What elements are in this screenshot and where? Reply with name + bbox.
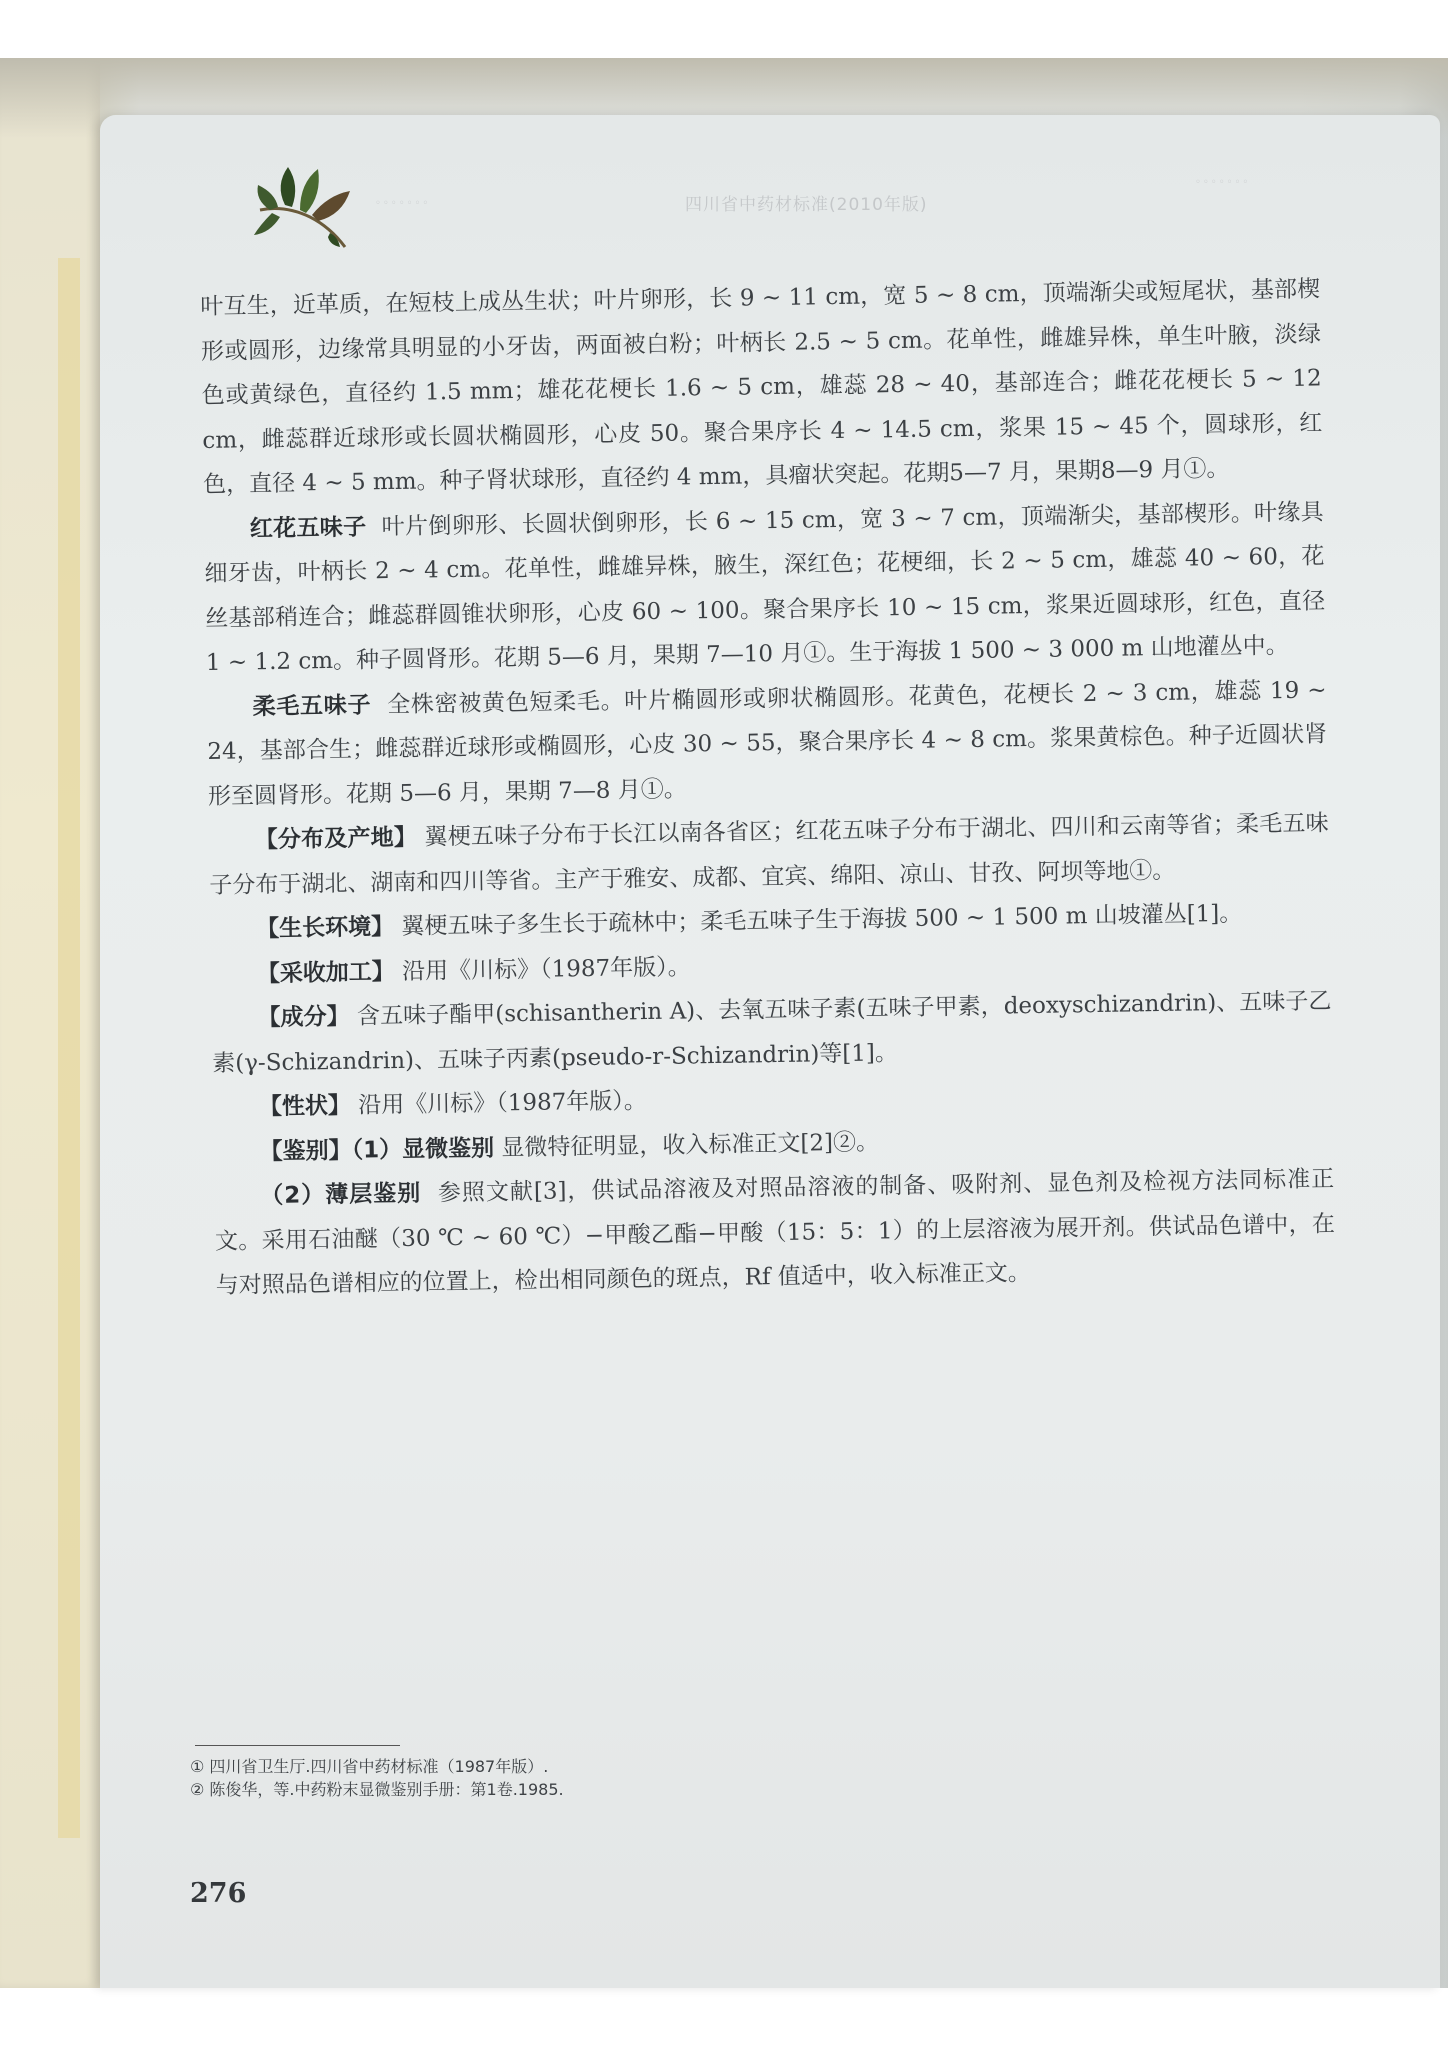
paragraph-text: 叶片倒卵形、长圆状倒卵形，长 6 ~ 15 cm，宽 3 ~ 7 cm，顶端渐尖，基部楔形。叶缘具细牙齿，叶柄长 2 ~ 4 cm。花单性，雌雄异株，腋生，深红色；花梗细，长 2 ~ 5 cm，雄蕊 40 ~ 60，花丝基部稍连合；雌蕊群圆锥状卵形，心皮 60 ~ 100。聚合果序长 10 ~ 15 cm，浆果近圆球形，红色，直径 1 ~ 1.2 cm。种子圆肾形。花期 5—6 月，果期 7—10 月①。生于海拔 1 500 ~ 3 000 m 山地灌丛中。 (204, 498, 1326, 676)
paragraph-text: 含五味子酯甲(schisantherin A)、去氧五味子素(五味子甲素，deoxyschizandrin)、五味子乙素(γ-Schizandrin)、五味子丙素(pseudo-r-Schizandrin)等[1]。 (212, 988, 1332, 1077)
paragraph-heading: 【分布及产地】 (254, 824, 418, 854)
paragraph-intro (200, 267, 1323, 507)
paragraph-tlc (214, 1157, 1336, 1308)
binder-left (0, 58, 100, 1988)
paragraph-heading: 柔毛五味子 (252, 691, 372, 720)
paragraph-text: 显微特征明显，收入标准正文[2]②。 (501, 1128, 880, 1161)
paragraph-text: 叶互生，近革质，在短枝上成丛生状；叶片卵形，长 9 ~ 11 cm，宽 5 ~ 8 cm，顶端渐尖或短尾状，基部楔形或圆形，边缘常具明显的小牙齿，两面被白粉；叶柄长 2.5 ~ 5 cm。花单性，雌雄异株，单生叶腋，淡绿色或黄绿色，直径约 1.5 mm；雄花花梗长 1.6 ~ 5 cm，雄蕊 28 ~ 40，基部连合；雌花花梗长 5 ~ 12 cm，雌蕊群近球形或长圆状椭圆形，心皮 50。聚合果序长 4 ~ 14.5 cm，浆果 15 ~ 45 个，圆球形，红色，直径 4 ~ 5 mm。种子肾状球形，直径约 4 mm，具瘤状突起。花期5—7 月，果期8—9 月①。 (200, 276, 1323, 498)
paragraph-text: 沿用《川标》（1987年版）。 (401, 953, 691, 985)
paragraph-heading: 【性状】 (258, 1092, 352, 1121)
paragraph-text: 参照文献[3]，供试品溶液及对照品溶液的制备、吸附剂、显色剂及检视方法同标准正文。采用石油醚（30 ℃ ~ 60 ℃）−甲酸乙酯−甲酸（15：5：1）的上层溶液为展开剂。供试品色谱中，在与对照品色谱相应的位置上，检出相同颜色的斑点，Rf 值适中，收入标准正文。 (214, 1166, 1336, 1299)
body-text (200, 267, 1336, 1308)
header-decoration-right: ◦◦◦◦◦◦◦ (1195, 177, 1251, 188)
page-number: 276 (190, 1878, 247, 1909)
paragraph-roumao (206, 668, 1328, 819)
paragraph-heading: 【鉴别】（1）显微鉴别 (259, 1134, 495, 1165)
footnotes (190, 1755, 1090, 1801)
binder-edge (58, 258, 80, 1838)
paragraph-heading: 红花五味子 (249, 513, 367, 542)
paragraph-text: 全株密被黄色短柔毛。叶片椭圆形或卵状椭圆形。花黄色，花梗长 2 ~ 3 cm，雄蕊 19 ~ 24，基部合生；雌蕊群近球形或椭圆形，心皮 30 ~ 55，聚合果序长 4 ~ 8 cm。浆果黄棕色。种子近圆状肾形至圆肾形。花期 5—6 月，果期 7—8 月①。 (207, 676, 1328, 810)
paragraph-honghua (203, 490, 1326, 686)
footnote-2: ② 陈俊华，等.中药粉末显微鉴别手册：第1卷.1985. (190, 1780, 564, 1799)
leaf-sprig-icon (250, 155, 360, 255)
paragraph-text: 沿用《川标》（1987年版）。 (358, 1088, 647, 1119)
paragraph-heading: 【成分】 (257, 1003, 350, 1032)
paragraph-text: 翼梗五味子分布于长江以南各省区；红花五味子分布于湖北、四川和云南等省；柔毛五味子分布于湖北、湖南和四川等省。主产于雅安、成都、宜宾、绵阳、凉山、甘孜、阿坝等地①。 (209, 810, 1329, 899)
footnote-1: ① 四川省卫生厅.四川省中药材标准（1987年版）. (190, 1757, 549, 1776)
paragraph-text: 翼梗五味子多生长于疏林中；柔毛五味子生于海拔 500 ~ 1 500 m 山坡灌丛[1]。 (401, 900, 1243, 940)
header-decoration-left: ◦◦◦◦◦◦◦ (375, 198, 431, 209)
running-title: 四川省中药材标准(2010年版) (685, 195, 928, 215)
paragraph-heading: 【生长环境】 (255, 914, 395, 943)
paragraph-heading: （2）薄层鉴别 (260, 1180, 422, 1210)
paragraph-distribution (208, 801, 1329, 908)
footnote-divider (195, 1745, 400, 1746)
paragraph-heading: 【采收加工】 (256, 958, 396, 987)
paragraph-constituents (211, 979, 1332, 1086)
